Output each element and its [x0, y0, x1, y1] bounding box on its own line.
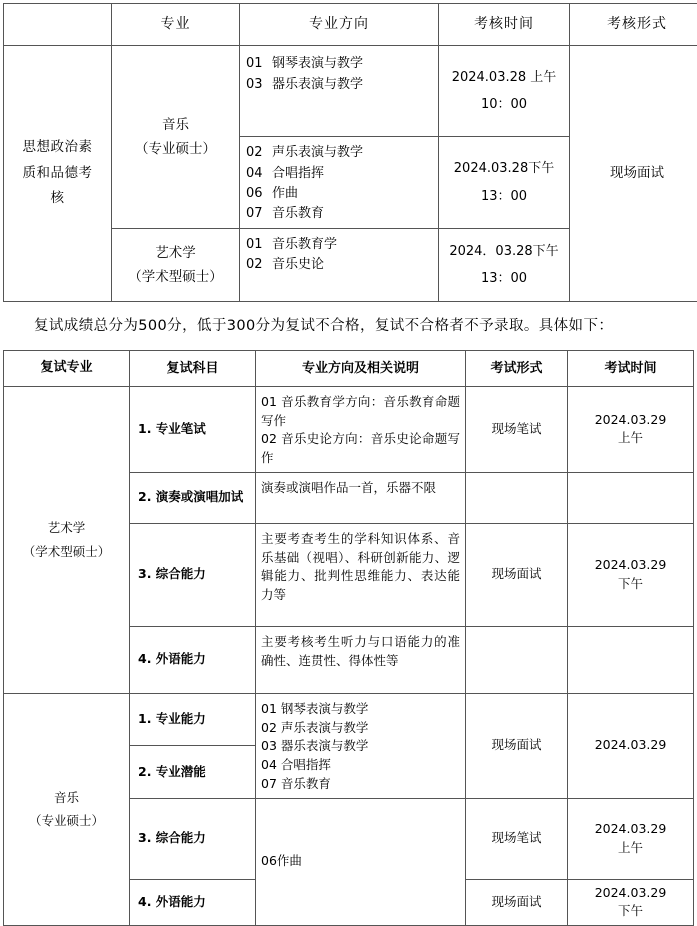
cell-description: 主要考核考生听力与口语能力的准确性、连贯性、得体性等 — [256, 626, 466, 693]
table-row — [4, 386, 694, 472]
cell-exam-form: 现场面试 — [466, 523, 568, 626]
direction-name: 音乐史论 — [272, 255, 324, 275]
cell-exam-time — [439, 137, 570, 229]
cell-directions — [240, 46, 439, 137]
cell-subject: 2. 演奏或演唱加试 — [130, 472, 256, 523]
cell-subject: 2. 专业潜能 — [130, 746, 256, 798]
direction-number: 03 — [246, 75, 262, 95]
exam-time-clock: 13：00 — [445, 183, 563, 210]
cell-directions — [240, 228, 439, 301]
header-cell-exam-time: 考试时间 — [568, 351, 694, 387]
cell-exam-form: 现场面试 — [570, 46, 697, 302]
description-line: 演奏或演唱作品一首，乐器不限 — [261, 479, 460, 498]
cell-major-music: 音乐 （专业硕士） — [112, 46, 240, 229]
cell-exam-time-empty — [568, 626, 694, 693]
cell-exam-time — [439, 228, 570, 301]
exam-time-date: 2024．03.28下午 — [445, 238, 563, 265]
cell-subject: 1. 专业能力 — [130, 693, 256, 745]
cell-retest-major-music: 音乐 （专业硕士） — [4, 693, 130, 925]
cell-description — [256, 386, 466, 472]
header-cell-major: 专业 — [112, 4, 240, 46]
description-line: 01 音乐教育学方向：音乐教育命题写作 — [261, 393, 460, 431]
cell-exam-form-empty — [466, 626, 568, 693]
cell-description: 主要考查考生的学科知识体系、音乐基础（视唱）、科研创新能力、逻辑能力、批判性思维能力、表达能力等 — [256, 523, 466, 626]
cell-exam-form: 现场面试 — [466, 693, 568, 798]
cell-subject: 4. 外语能力 — [130, 626, 256, 693]
description-line: 02 音乐史论方向：音乐史论命题写作 — [261, 430, 460, 468]
assessment-schedule-table — [3, 3, 697, 302]
description-line: 01 钢琴表演与教学 — [261, 700, 460, 719]
table-row — [4, 693, 694, 745]
cell-exam-time: 2024.03.29 下午 — [568, 879, 694, 926]
header-cell-description: 专业方向及相关说明 — [256, 351, 466, 387]
cell-description — [256, 693, 466, 798]
direction-name: 合唱指挥 — [272, 164, 324, 184]
cell-subject: 3. 综合能力 — [130, 798, 256, 879]
cell-subject: 4. 外语能力 — [130, 879, 256, 926]
header-cell-retest-subject: 复试科目 — [130, 351, 256, 387]
direction-name: 作曲 — [272, 184, 298, 204]
direction-name: 声乐表演与教学 — [272, 143, 363, 163]
direction-number: 02 — [246, 255, 262, 275]
cell-exam-time: 2024.03.29 上午 — [568, 798, 694, 879]
direction-name: 音乐教育 — [272, 204, 324, 224]
direction-name: 钢琴表演与教学 — [272, 54, 363, 74]
cell-exam-time — [439, 46, 570, 137]
direction-name: 音乐教育学 — [272, 235, 337, 255]
direction-number: 07 — [246, 204, 262, 224]
header-cell-direction: 专业方向 — [240, 4, 439, 46]
direction-number: 01 — [246, 235, 262, 255]
cell-subject: 3. 综合能力 — [130, 523, 256, 626]
cell-description — [256, 472, 466, 523]
cell-description: 06作曲 — [256, 798, 466, 926]
cell-exam-form: 现场面试 — [466, 879, 568, 926]
table-header-row — [4, 351, 694, 387]
cell-retest-major-art: 艺术学 （学术型硕士） — [4, 386, 130, 693]
description-line: 02 声乐表演与教学 — [261, 719, 460, 738]
direction-name: 器乐表演与教学 — [272, 75, 363, 95]
table-header-row — [4, 4, 697, 46]
table-row — [4, 46, 697, 137]
cell-subject: 1. 专业笔试 — [130, 386, 256, 472]
cell-major-art: 艺术学 （学术型硕士） — [112, 228, 240, 301]
cell-exam-time: 2024.03.29 — [568, 693, 694, 798]
header-cell-form: 考核形式 — [570, 4, 697, 46]
description-line: 03 器乐表演与教学 — [261, 737, 460, 756]
description-line: 07 音乐教育 — [261, 775, 460, 794]
cell-directions — [240, 137, 439, 229]
header-cell-retest-major: 复试专业 — [4, 351, 130, 387]
exam-time-date: 2024.03.28下午 — [445, 155, 563, 182]
exam-time-date: 2024.03.28 上午 — [445, 64, 563, 91]
direction-number: 04 — [246, 164, 262, 184]
description-line: 04 合唱指挥 — [261, 756, 460, 775]
direction-number: 01 — [246, 54, 262, 74]
cell-exam-time: 2024.03.29 上午 — [568, 386, 694, 472]
cell-exam-time: 2024.03.29 下午 — [568, 523, 694, 626]
exam-time-clock: 13：00 — [445, 265, 563, 292]
retest-subjects-table — [3, 350, 694, 926]
exam-time-clock: 10：00 — [445, 91, 563, 118]
cell-exam-time-empty — [568, 472, 694, 523]
score-policy-paragraph: 复试成绩总分为500分，低于300分为复试不合格，复试不合格者不予录取。具体如下： — [0, 315, 697, 338]
header-cell-time: 考核时间 — [439, 4, 570, 46]
cell-exam-form: 现场笔试 — [466, 386, 568, 472]
header-cell-exam-form: 考试形式 — [466, 351, 568, 387]
cell-category: 思想政治素 质和品德考 核 — [4, 46, 112, 302]
document-page — [0, 3, 697, 926]
cell-exam-form: 现场笔试 — [466, 798, 568, 879]
direction-number: 02 — [246, 143, 262, 163]
cell-exam-form-empty — [466, 472, 568, 523]
direction-number: 06 — [246, 184, 262, 204]
header-cell-category — [4, 4, 112, 46]
